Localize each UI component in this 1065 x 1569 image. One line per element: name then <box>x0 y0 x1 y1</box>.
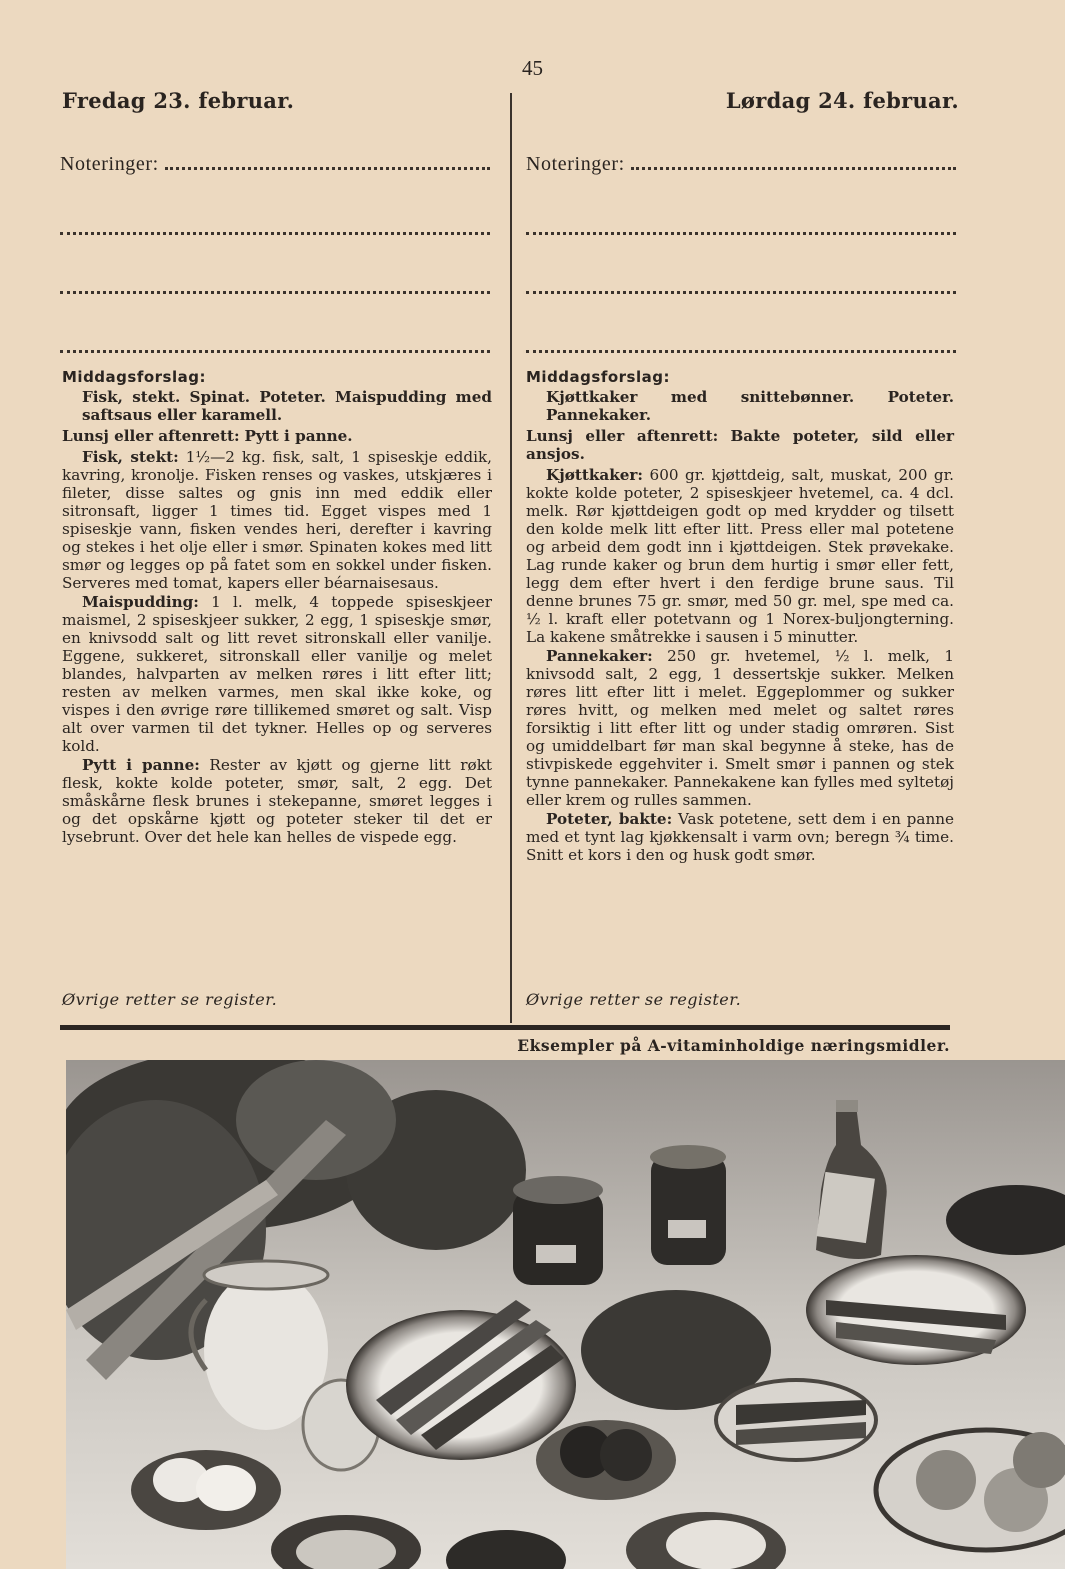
food-photograph <box>66 1060 1065 1569</box>
dotted-line <box>165 167 490 170</box>
lunch-text: Bakte poteter, sild eller ansjos. <box>526 427 954 463</box>
recipe-title: Poteter, bakte: <box>546 810 673 828</box>
recipe-title: Kjøttkaker: <box>546 466 644 484</box>
tomato-plate <box>536 1420 676 1500</box>
notes-right <box>526 140 956 353</box>
recipe-paragraph <box>526 810 954 864</box>
dotted-line <box>60 176 490 235</box>
recipe-text: 1½—2 kg. fisk, salt, 1 spiseskje eddik, kavring, kronolje. Fisken renses og vaskes, utskjæres i fileter, disse saltes og gnis inn med eddik eller sitronsaft, ligger 1 times tid. Egget vispes med 1 spiseskje vann, fisken vendes heri, derefter i kavring og stekes i het olje eller i smør. Spinaten kokes med litt smør og legges op på fatet som en sokkel under fisken. Serveres med tomat, kapers eller béarnaisesaus. <box>62 448 492 592</box>
day-title-saturday: Lørdag 24. februar. <box>725 88 959 113</box>
fish-plate-right <box>806 1255 1026 1365</box>
recipe-paragraph <box>62 448 492 592</box>
photo-caption: Eksempler på A-vitaminholdige næringsmidler. <box>517 1036 950 1055</box>
notes-left <box>60 140 490 353</box>
recipe-title: Fisk, stekt: <box>82 448 179 466</box>
recipes-right <box>526 368 954 865</box>
recipe-title: Pannekaker: <box>546 647 653 665</box>
dinner-heading: Middagsforslag: <box>526 368 670 386</box>
lunch-line <box>526 427 954 463</box>
carrot-plate <box>716 1380 876 1460</box>
recipe-paragraph <box>526 647 954 809</box>
recipe-paragraph <box>62 756 492 846</box>
dotted-line <box>631 167 956 170</box>
dotted-line <box>60 294 490 353</box>
column-divider <box>510 93 512 1023</box>
page-number: 45 <box>522 56 543 80</box>
recipe-text: 250 gr. hvetemel, ½ l. melk, 1 knivsodd salt, 2 egg, 1 dessertskje sukker. Melken røres litt efter litt i melet. Eggeplommer og sukker røres hvitt, og melken med melet og saltet røres forsiktig i litt efter litt og under stadig omrøren. Sist og umiddelbart før man skal begynne å steke, has de stivpiskede eggehviter i. Smelt smør i pannen og stek tynne pannekaker. Pannekakene kan fylles med syltetøj eller krem og rulles sammen. <box>526 647 954 809</box>
dotted-line <box>60 235 490 294</box>
dotted-line <box>526 176 956 235</box>
recipe-title: Pytt i panne: <box>82 756 200 774</box>
dinner-suggestion: Fisk, stekt. Spinat. Poteter. Maispudding med saftsaus eller karamell. <box>82 388 492 424</box>
notes-line <box>526 140 956 176</box>
notes-label: Noteringer: <box>60 153 159 175</box>
day-title-friday: Fredag 23. februar. <box>62 88 295 113</box>
fruit-plate <box>876 1430 1065 1550</box>
recipe-text: Rester av kjøtt og gjerne litt røkt flesk, kokte kolde poteter, smør, salt, 2 egg. Det småskårne flesk brunes i stekepanne, smøret legges i og det opskårne kjøtt og poteter steker til det er lysebrunt. Over det hele kan helles de vispede egg. <box>62 756 492 846</box>
see-register-note: Øvrige retter se register. <box>526 990 742 1009</box>
recipe-text: 1 l. melk, 4 toppede spiseskjeer maismel, 2 spiseskjeer sukker, 2 egg, 1 spiseskje smør, en knivsodd salt og litt revet sitronskall eller vanilje. Eggene, sukkeret, sitronskall eller vanilje og melet blandes, halvparten av melken røres i litt efter litt; resten av melken varmes, men skal ikke koke, og vispes i den øvrige røre tillikemed smøret og salt. Visp alt over varmen til det tykner. Helles op og serveres kold. <box>62 593 492 755</box>
horizontal-rule <box>60 1025 950 1030</box>
notes-line <box>60 140 490 176</box>
recipes-left <box>62 368 492 847</box>
dotted-line <box>526 294 956 353</box>
recipe-title: Maispudding: <box>82 593 199 611</box>
recipe-text: 600 gr. kjøttdeig, salt, muskat, 200 gr. kokte kolde poteter, 2 spiseskjeer hvetemel, ca. 4 dcl. melk. Rør kjøttdeigen godt op med krydder og tilsett den kolde melk litt efter litt. Press eller mal potetene og arbeid dem godt inn i kjøttdeigen. Stek prøvekake. Lag runde kaker og brun dem hurtig i smør eller fett, legg dem efter hvert i den ferdige brune saus. Til denne brunes 75 gr. smør, med 50 gr. mel, spe med ca. ½ l. kraft eller potetvann og 1 Norex-buljongterning. La kakene småtrekke i sausen i 5 minutter. <box>526 466 955 646</box>
recipe-paragraph <box>526 466 954 646</box>
lunch-text: Pytt i panne. <box>244 427 353 445</box>
see-register-note: Øvrige retter se register. <box>62 990 278 1009</box>
dinner-heading: Middagsforslag: <box>62 368 206 386</box>
lunch-label: Lunsj eller aftenrett: <box>526 427 719 445</box>
recipe-text: Vask potetene, sett dem i en panne med et tynt lag kjøkkensalt i varm ovn; beregn ¾ time. Snitt et kors i den og husk godt smør. <box>526 810 954 864</box>
egg-plate <box>131 1450 281 1530</box>
food-photo-illustration <box>66 1060 1065 1569</box>
dotted-line <box>526 235 956 294</box>
lunch-label: Lunsj eller aftenrett: <box>62 427 240 445</box>
notes-label: Noteringer: <box>526 153 625 175</box>
dinner-suggestion: Kjøttkaker med snittebønner. Poteter. Pannekaker. <box>546 388 954 424</box>
recipe-paragraph <box>62 593 492 755</box>
lunch-line <box>62 427 492 445</box>
